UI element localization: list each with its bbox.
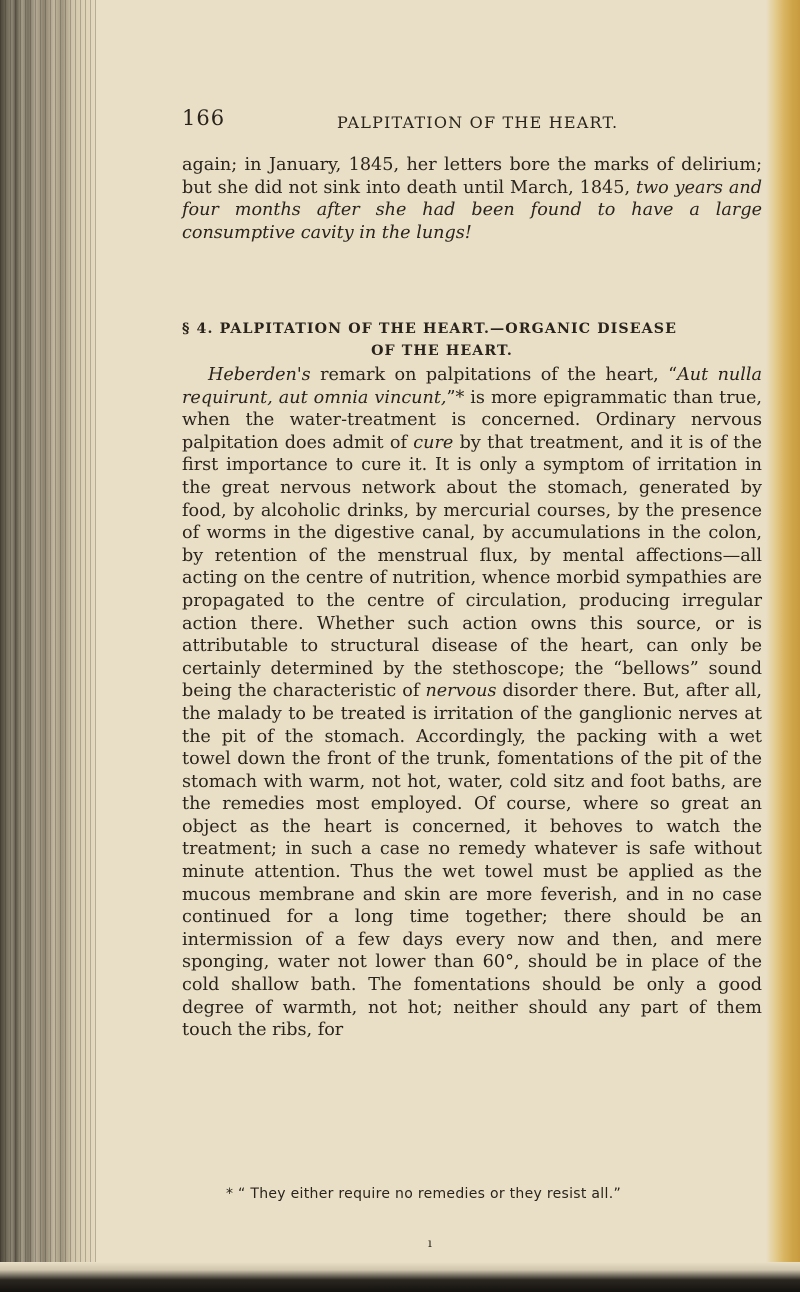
page-number: 166 xyxy=(182,106,226,130)
printer-mark: ı xyxy=(428,1236,432,1250)
running-head xyxy=(182,106,772,138)
paragraph-text: remark on palpitations of the heart, “ xyxy=(310,365,678,385)
section-heading-line2: OF THE HEART. xyxy=(371,343,513,359)
paragraph-text: by that treatment, and it is of the first importance to cure it. It is only a symptom of irritation in the great nervous network about the stomach, generated by food, by alcoholic drinks, by mercurial courses, by the presence of worms in the digestive canal, by accumulations in the colon, by retention of the menstrual flux, by mental affections—all acting on the centre of nutrition, whence morbid sympathies are propagated to the centre of circulation, producing irregular action there. Whether such action owns this source, or is attributable to structural disease of the heart, can only be certainly determined by the stethoscope; the “bellows” sound being the characteristic of xyxy=(182,432,762,702)
paragraph-text: ”* is more epigrammatic than true, when the water-treatment is concerned. Ordinary nervous palpitation does admit of xyxy=(182,387,762,453)
emphasis-nervous: nervous xyxy=(425,681,497,702)
paragraph-heberden xyxy=(182,364,762,1042)
section-heading-line1: § 4. PALPITATION OF THE HEART.—ORGANIC DISEASE xyxy=(182,321,677,337)
section-heading xyxy=(182,318,762,362)
paragraph-continuation xyxy=(182,154,762,244)
heberden-name: Heberden's xyxy=(208,365,311,385)
running-title: PALPITATION OF THE HEART. xyxy=(337,113,619,132)
paragraph-text: disorder there. But, after all, the malady to be treated is irritation of the ganglionic nerves at the pit of the stomach. Accordingly, the packing with a wet towel down the front of the trunk, fomentations of the pit of the stomach with warm, not hot, water, cold sitz and foot baths, are the remedies most employed. Of course, where so great an object as the heart is concerned, it behoves to watch the treatment; in such a case no remedy whatever is safe without minute attention. Thus the wet towel must be applied as the mucous membrane and skin are more feverish, and in no case continued for a long time together; there should be an intermission of a few days every now and then, and mere sponging, water not lower than 60°, should be in place of the cold shallow bath. The fomentations should be only a good degree of warmth, not hot; neither should any part of them touch the ribs, for xyxy=(182,681,762,1041)
footnote: * “ They either require no remedies or they resist all.” xyxy=(226,1186,621,1202)
latin-quote: Aut nulla requirunt, aut omnia vincunt, xyxy=(182,365,762,408)
page-edge-gilt xyxy=(766,0,800,1292)
book-spine-shadow xyxy=(0,0,96,1292)
page-bottom-edge xyxy=(0,1262,800,1292)
paragraph-italic-text: two years and four months after she had been found to have a large consumptive cavity in the lungs! xyxy=(182,177,762,243)
emphasis-cure: cure xyxy=(413,432,454,453)
paragraph-text: again; in January, 1845, her letters bore the marks of delirium; but she did not sink into death until March, 1845, xyxy=(182,155,762,198)
